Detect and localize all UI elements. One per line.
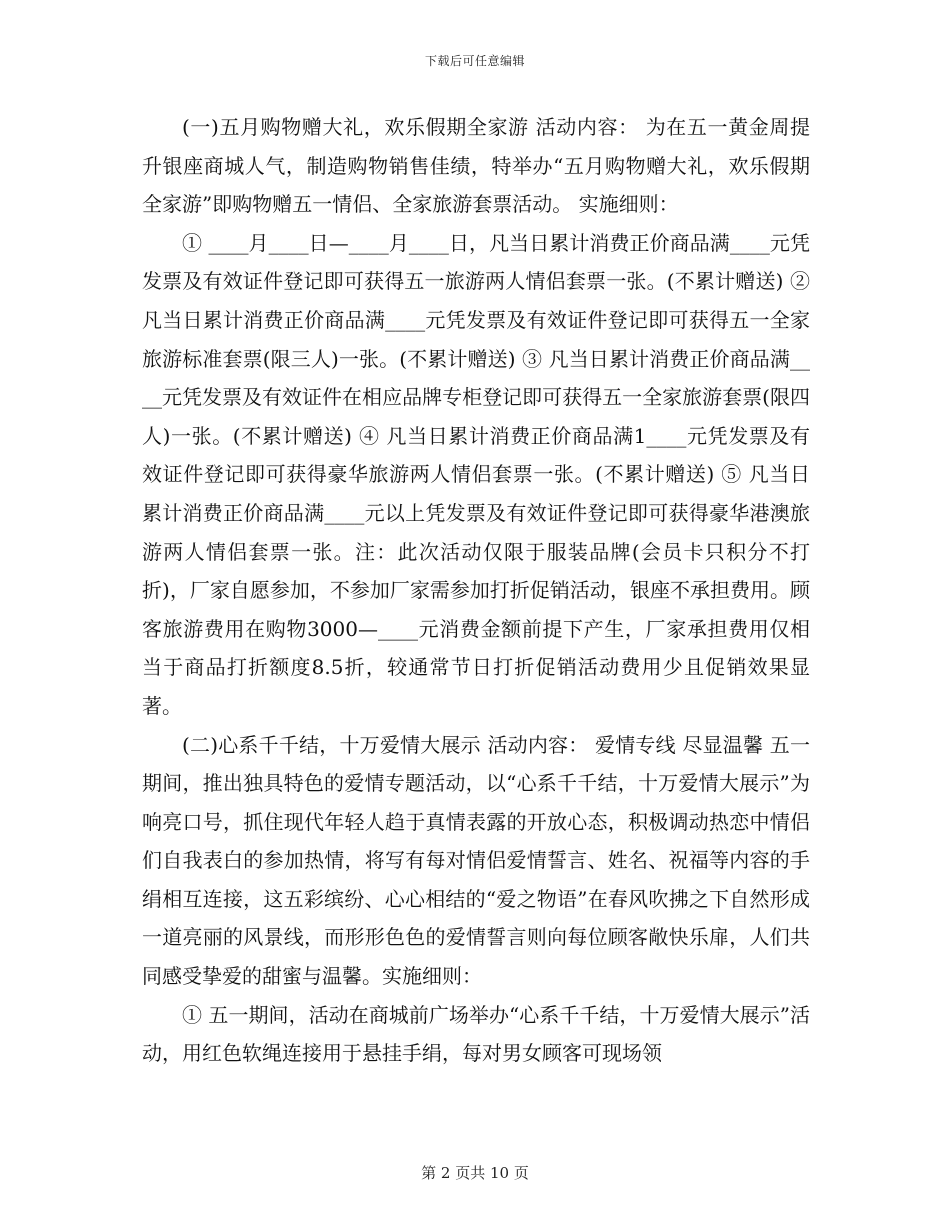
page-number: 第 2 页共 10 页 — [421, 1164, 529, 1182]
document-body — [142, 108, 810, 1073]
paragraph-section-2-intro: (二)心系千千结，十万爱情大展示 活动内容： 爱情专线 尽显温馨 五一期间，推出独具特色的爱情专题活动，以“心系千千结，十万爱情大展示”为响亮口号，抓住现代年轻人趋于真情表露的开放心态，积极调动热恋中情侣们自我表白的参加热情，将写有每对情侣爱情誓言、姓名、祝福等内容的手绢相互连接，这五彩缤纷、心心相结的“爱之物语”在春风吹拂之下自然形成一道亮丽的风景线，而形形色色的爱情誓言则向每位顾客敞快乐扉，人们共同感受挚爱的甜蜜与温馨。实施细则： — [142, 732, 810, 989]
page-header: 下载后可任意编辑 — [424, 54, 525, 68]
paragraph-section-2-rules: ① 五一期间，活动在商城前广场举办“心系千千结，十万爱情大展示”活动，用红色软绳连接用于悬挂手绢，每对男女顾客可现场领 — [142, 1002, 810, 1066]
paragraph-section-1-rules: ① ____月____日—____月____日，凡当日累计消费正价商品满____元凭发票及有效证件登记即可获得五一旅游两人情侣套票一张。(不累计赠送) ② 凡当日累计消费正价商品满____元凭发票及有效证件登记即可获得五一全家旅游标准套票(限三人)一张。(不累计赠送) ③ 凡当日累计消费正价商品满____元凭发票及有效证件在相应品牌专柜登记即可获得五一全家旅游套票(限四人)一张。(不累计赠送) ④ 凡当日累计消费正价商品满1____元凭发票及有效证件登记即可获得豪华旅游两人情侣套票一张。(不累计赠送) ⑤ 凡当日累计消费正价商品满____元以上凭发票及有效证件登记即可获得豪华港澳旅游两人情侣套票一张。注：此次活动仅限于服装品牌(会员卡只积分不打折)，厂家自愿参加，不参加厂家需参加打折促销活动，银座不承担费用。顾客旅游费用在购物3000—____元消费金额前提下产生，厂家承担费用仅相当于商品打折额度8.5折，较通常节日打折促销活动费用少且促销效果显著。 — [142, 230, 810, 718]
paragraph-section-1-intro: (一)五月购物赠大礼，欢乐假期全家游 活动内容： 为在五一黄金周提升银座商城人气，制造购物销售佳绩，特举办“五月购物赠大礼，欢乐假期全家游”即购物赠五一情侣、全家旅游套票活动。 实施细则： — [142, 115, 810, 217]
